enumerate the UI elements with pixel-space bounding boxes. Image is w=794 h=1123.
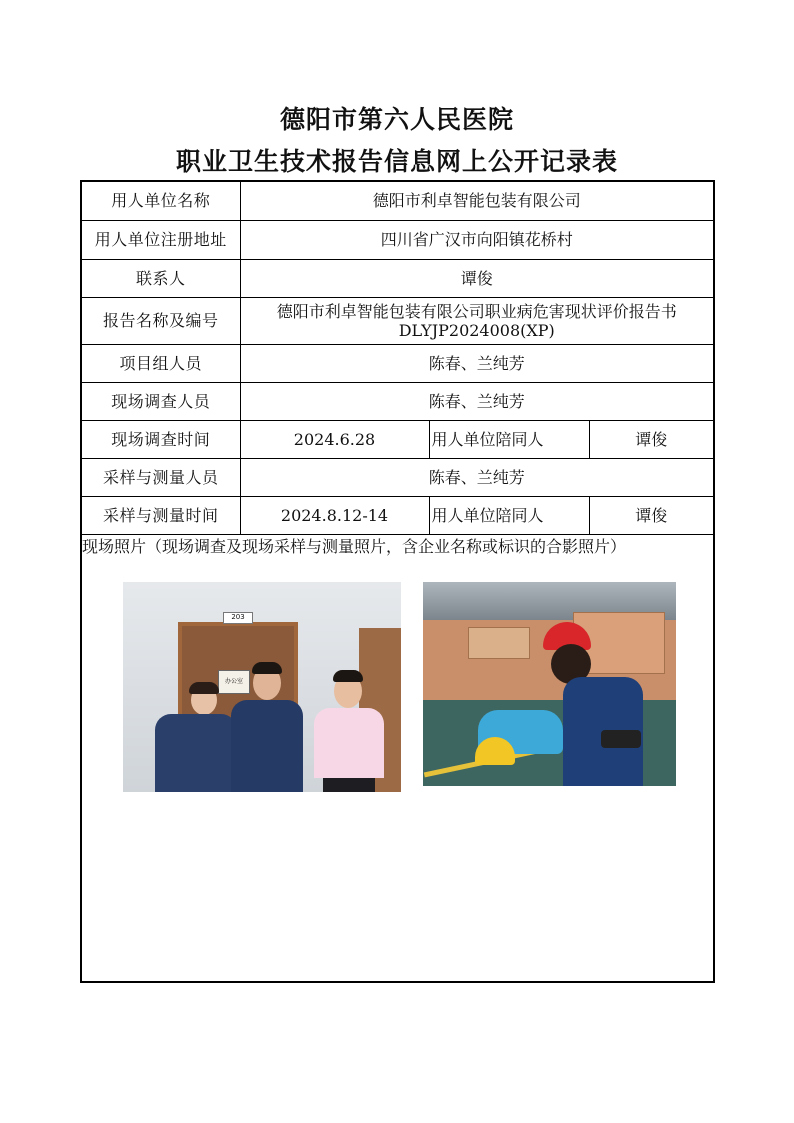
- row-report: [82, 297, 713, 344]
- person-body: [155, 714, 237, 792]
- project-team-label: 项目组人员: [82, 344, 240, 382]
- group-photo: [123, 582, 401, 792]
- sampling-time-label: 采样与测量时间: [82, 496, 240, 534]
- row-employer-address: [82, 220, 713, 259]
- employer-name-label: 用人单位名称: [82, 182, 240, 220]
- row-contact: [82, 259, 713, 297]
- contact-value: 谭俊: [240, 259, 713, 297]
- survey-staff-label: 现场调查人员: [82, 382, 240, 420]
- survey-staff-value: 陈春、兰纯芳: [240, 382, 713, 420]
- sampling-photo: [423, 582, 676, 786]
- report-value: [240, 297, 713, 344]
- row-sampling-staff: [82, 458, 713, 496]
- record-table-frame: [80, 180, 715, 983]
- row-sampling-time: [82, 496, 713, 534]
- person-hair: [252, 662, 282, 674]
- survey-time-value: 2024.6.28: [240, 420, 429, 458]
- survey-time-label: 现场调查时间: [82, 420, 240, 458]
- person-body: [231, 700, 303, 792]
- wooden-crate: [468, 627, 530, 659]
- row-survey-staff: [82, 382, 713, 420]
- record-table: [82, 182, 713, 559]
- report-label: 报告名称及编号: [82, 297, 240, 344]
- row-photos-caption: [82, 534, 713, 559]
- report-number: DLYJP2024008(XP): [398, 320, 555, 340]
- sampling-staff-label: 采样与测量人员: [82, 458, 240, 496]
- person-hair: [189, 682, 219, 694]
- row-survey-time: [82, 420, 713, 458]
- employer-address-label: 用人单位注册地址: [82, 220, 240, 259]
- contact-label: 联系人: [82, 259, 240, 297]
- document-title-line1: 德阳市第六人民医院: [279, 105, 514, 134]
- employer-name-value: 德阳市利卓智能包装有限公司: [240, 182, 713, 220]
- sampling-companion-label: 用人单位陪同人: [429, 496, 589, 534]
- survey-companion-label: 用人单位陪同人: [429, 420, 589, 458]
- room-number: 203: [223, 612, 253, 624]
- row-project-team: [82, 344, 713, 382]
- person-trousers: [323, 778, 375, 792]
- employer-address-value: 四川省广汉市向阳镇花桥村: [240, 220, 713, 259]
- site-photos: [82, 582, 713, 802]
- survey-companion-value: 谭俊: [589, 420, 713, 458]
- report-title: 德阳市利卓智能包装有限公司职业病危害现状评价报告书: [276, 301, 677, 321]
- sampling-device: [601, 730, 641, 748]
- sampling-staff-value: 陈春、兰纯芳: [240, 458, 713, 496]
- photos-caption: 现场照片（现场调查及现场采样与测量照片，含企业名称或标识的合影照片）: [82, 534, 713, 559]
- project-team-value: 陈春、兰纯芳: [240, 344, 713, 382]
- person-hair: [333, 670, 363, 682]
- document-title-line2: 职业卫生技术报告信息网上公开记录表: [175, 147, 618, 176]
- person-shirt: [314, 708, 384, 778]
- sampling-companion-value: 谭俊: [589, 496, 713, 534]
- sampling-time-value: 2024.8.12-14: [240, 496, 429, 534]
- door-sign: 办公室: [218, 670, 250, 694]
- row-employer-name: [82, 182, 713, 220]
